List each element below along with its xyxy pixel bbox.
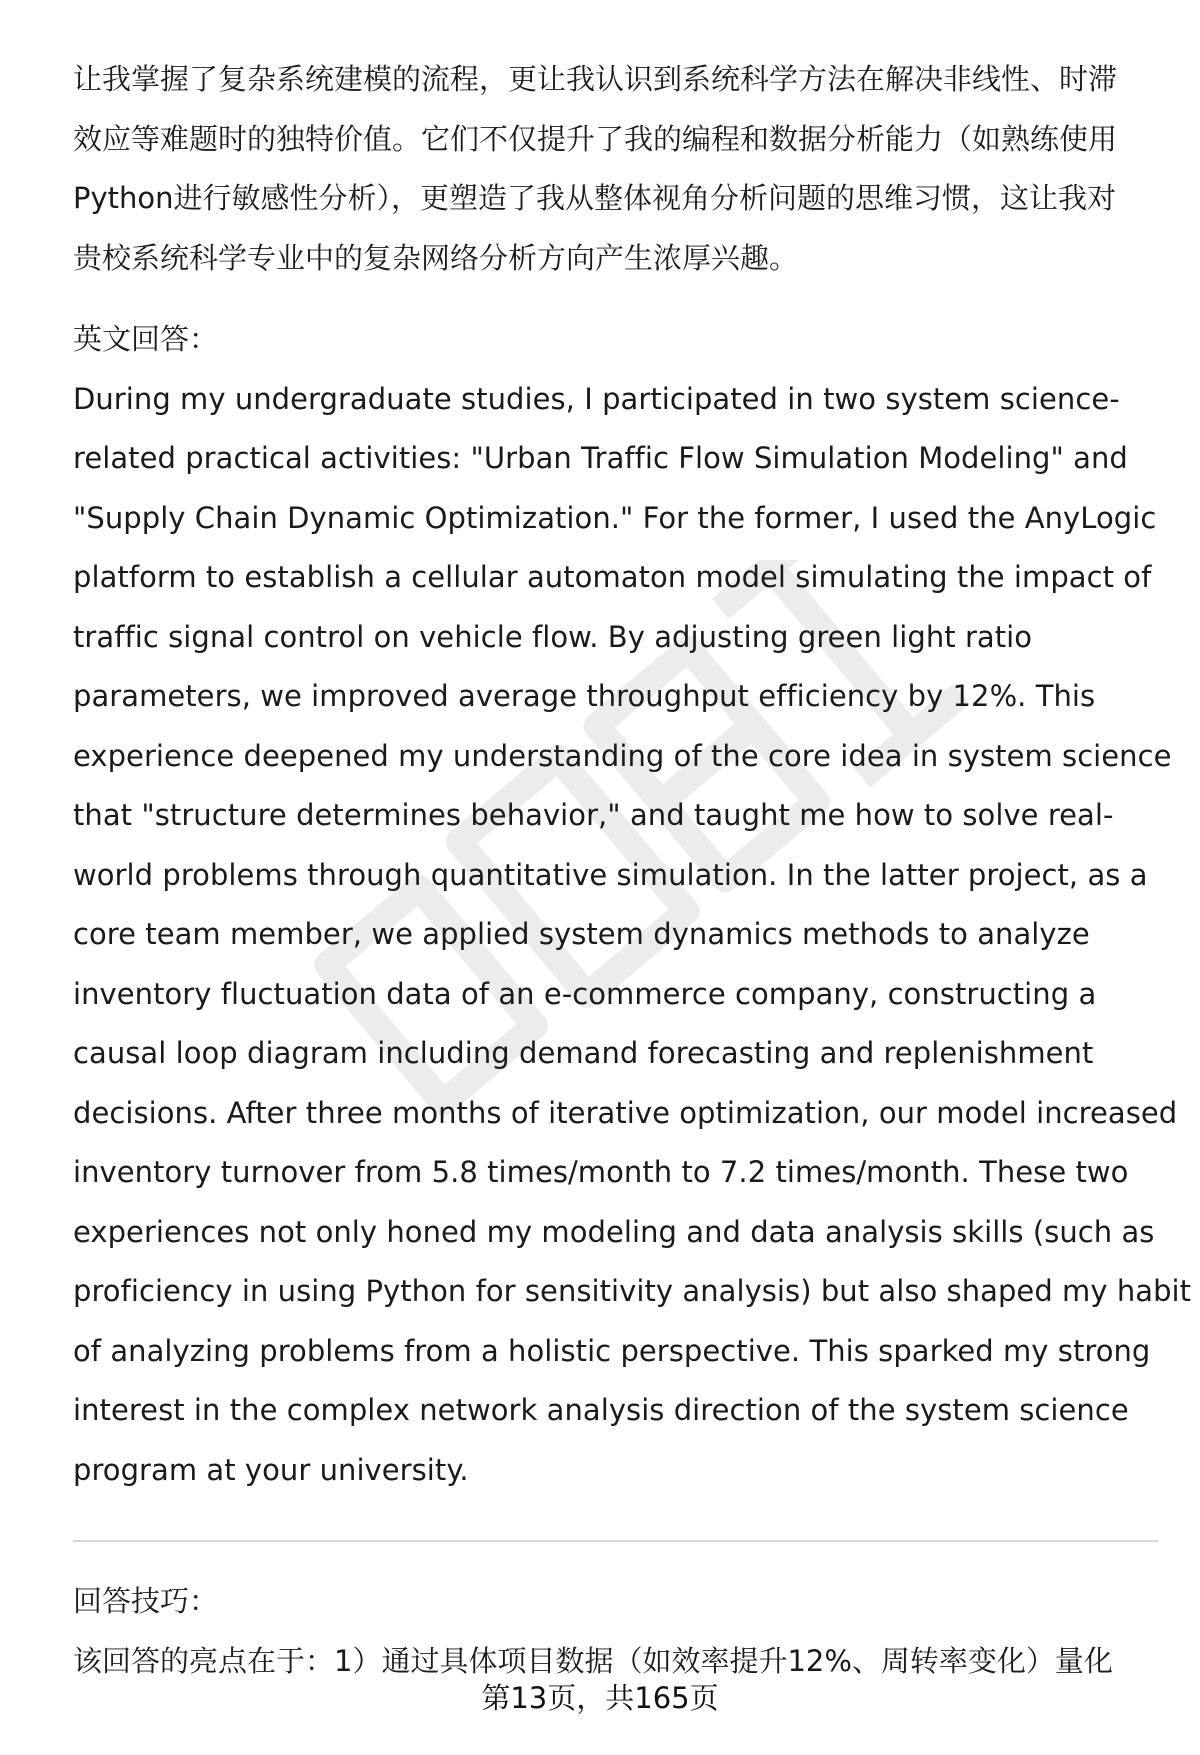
text-line: decisions. After three months of iterative optimization, our model increased [73,1095,1178,1130]
text-line: platform to establish a cellular automaton model simulating the impact of [73,560,1152,594]
text-line: core team member, we applied system dynamics methods to analyze [73,917,1090,951]
section-divider [73,1540,1158,1542]
text-line: of analyzing problems from a holistic perspective. This sparked my strong [73,1333,1151,1368]
tips-label: 回答技巧： [73,1584,219,1618]
text-line: During my undergraduate studies, I participated in two system science- [73,381,1120,416]
text-line: experiences not only honed my modeling and data analysis skills (such as [73,1214,1155,1249]
text-line: "Supply Chain Dynamic Optimization." For the former, I used the AnyLogic [73,500,1157,535]
english-answer-label: 英文回答： [73,322,219,356]
tips-text-line: 该回答的亮点在于：1）通过具体项目数据（如效率提升12%、周转率变化）量化 [73,1644,1113,1678]
text-line: causal loop diagram including demand forecasting and replenishment [73,1036,1094,1070]
text-line: inventory turnover from 5.8 times/month to 7.2 times/month. These two [73,1155,1129,1189]
page-number-footer: 第13页，共165页 [481,1681,719,1715]
text-line: traffic signal control on vehicle flow. By adjusting green light ratio [73,619,1033,654]
chinese-paragraph [73,50,1158,288]
text-line: world problems through quantitative simulation. In the latter project, as a [73,857,1148,892]
text-line: 贵校系统科学专业中的复杂网络分析方向产生浓厚兴趣。 [73,240,799,275]
text-line: Python进行敏感性分析），更塑造了我从整体视角分析问题的思维习惯，这让我对 [73,181,1117,215]
text-line: parameters, we improved average throughput efficiency by 12%. This [73,679,1096,713]
text-line: related practical activities: "Urban Traffic Flow Simulation Modeling" and [73,441,1128,475]
text-line: inventory fluctuation data of an e-commerce company, constructing a [73,976,1097,1011]
english-answer-paragraph [73,370,1192,1501]
text-line: 让我掌握了复杂系统建模的流程，更让我认识到系统科学方法在解决非线性、时滞 [73,62,1118,96]
text-line: interest in the complex network analysis direction of the system science [73,1393,1129,1427]
text-line: program at your university. [73,1452,469,1487]
text-line: that "structure determines behavior," and taught me how to solve real- [73,798,1114,832]
text-line: 效应等难题时的独特价值。它们不仅提升了我的编程和数据分析能力（如熟练使用 [73,121,1118,156]
text-line: proficiency in using Python for sensitivity analysis) but also shaped my habit [73,1274,1192,1308]
main-content [73,50,1192,1500]
text-line: experience deepened my understanding of the core idea in system science [73,738,1172,773]
